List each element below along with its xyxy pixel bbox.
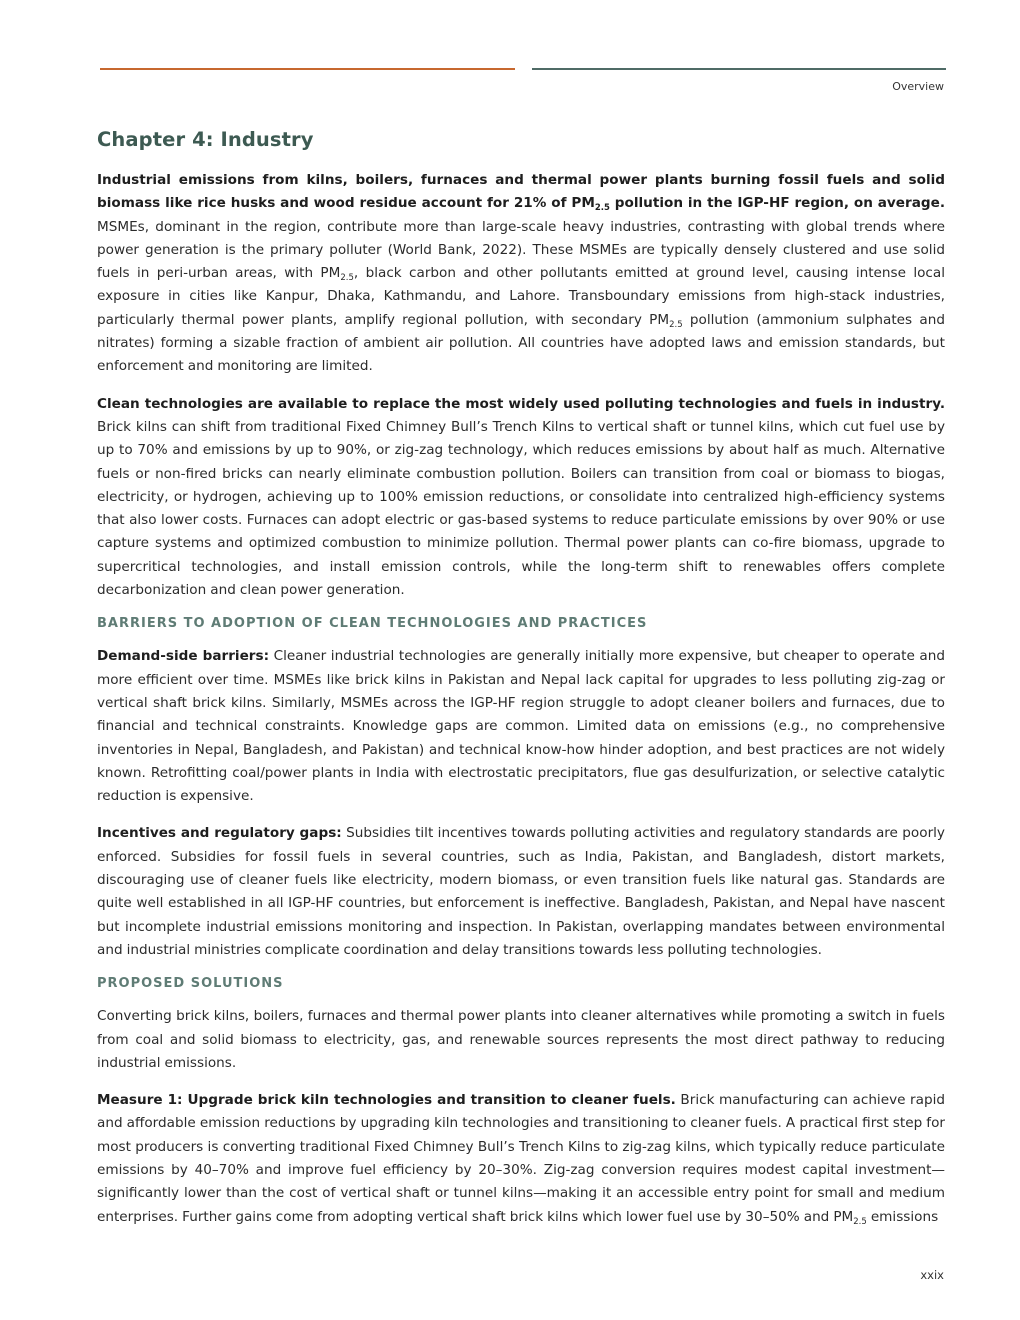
pm-subscript: 2.5 <box>669 319 683 330</box>
paragraph-text-a: MSMEs, dominant in the region, contribute more than large-scale heavy industries, contrasting with global trends where power generation is the primary polluter (World Bank, 2022). These MSMEs are typically densely clustered and use solid fuels in peri-urban areas, with PM <box>97 218 945 282</box>
paragraph-demand-side-barriers <box>97 645 945 808</box>
paragraph-text-b: emissions <box>866 1208 939 1225</box>
page-number: xxix <box>920 1268 944 1282</box>
pm-subscript: 2.5 <box>594 203 610 214</box>
paragraph-clean-technologies <box>97 393 945 603</box>
lead-bold: Incentives and regulatory gaps: <box>97 825 342 842</box>
lead-bold-b: pollution in the IGP-HF region, on average. <box>609 195 945 212</box>
paragraph-text: Cleaner industrial technologies are generally initially more expensive, but cheaper to operate and more efficient over time. MSMEs like brick kilns in Pakistan and Nepal lack capital for upgrades to less polluting zig-zag or vertical shaft brick kilns. Similarly, MSMEs across the IGP-HF region struggle to adopt cleaner boilers and furnaces, due to financial and technical constraints. Knowledge gaps are common. Limited data on emissions (e.g., no comprehensive inventories in Nepal, Bangladesh, and Pakistan) and technical know-how hinder adoption, and best practices are not widely known. Retrofitting coal/power plants in India with electrostatic precipitators, flue gas desulfurization, or selective catalytic reduction is expensive. <box>97 648 945 805</box>
paragraph-solutions-intro <box>97 1005 945 1075</box>
paragraph-text-c: pollution (ammonium sulphates and nitrates) forming a sizable fraction of ambient air pollution. All countries have adopted laws and emission standards, but enforcement and monitoring are limited. <box>97 311 945 375</box>
paragraph-regulatory-gaps <box>97 822 945 962</box>
lead-bold-a: Industrial emissions from kilns, boilers, furnaces and thermal power plants burning fossil fuels and solid biomass like rice husks and wood residue account for 21% of PM <box>97 172 945 212</box>
paragraph-text-b: , black carbon and other pollutants emitted at ground level, causing intense local exposure in cities like Kanpur, Dhaka, Kathmandu, and Lahore. Transboundary emissions from high-stack industries, particularly thermal power plants, amplify regional pollution, with secondary PM <box>97 265 946 328</box>
paragraph-text: Converting brick kilns, boilers, furnaces and thermal power plants into cleaner alternatives while promoting a switch in fuels from coal and solid biomass to electricity, gas, and renewable sources represents the most direct pathway to reducing industrial emissions. <box>97 1008 945 1071</box>
page-body <box>97 128 945 1243</box>
paragraph-text: Subsidies tilt incentives towards polluting activities and regulatory standards are poorly enforced. Subsidies for fossil fuels in several countries, such as India, Pakistan, and Bangladesh, distort markets, discouraging use of cleaner fuels like electricity, modern biomass, or even transition fuels like natural gas. Standards are quite well established in all IGP-HF countries, but enforcement is ineffective. Bangladesh, Pakistan, and Nepal have nascent but incomplete industrial emissions monitoring and inspection. In Pakistan, overlapping mandates between environmental and industrial ministries complicate coordination and delay transitions towards less polluting technologies. <box>97 825 945 958</box>
paragraph-text: Brick kilns can shift from traditional Fixed Chimney Bull’s Trench Kilns to vertical shaft or tunnel kilns, which cut fuel use by up to 70% and emissions by up to 90%, or zig-zag technology, which reduces emissions by about half as much. Alternative fuels or non-fired bricks can nearly eliminate combustion pollution. Boilers can transition from coal or biomass to biogas, electricity, or hydrogen, achieving up to 100% emission reductions, or consolidate into centralized high-efficiency systems that also lower costs. Furnaces can adopt electric or gas-based systems to reduce particulate emissions by over 90% or use capture systems and optimized combustion to minimize pollution. Thermal power plants can co-fire biomass, upgrade to supercritical technologies, and install emission controls, while the long-term shift to renewables offers complete decarbonization and clean power generation. <box>97 418 945 599</box>
pm-subscript: 2.5 <box>340 273 354 284</box>
lead-bold: Demand-side barriers: <box>97 648 270 665</box>
lead-bold: Clean technologies are available to replace the most widely used polluting technologies and fuels in industry. <box>97 395 945 412</box>
lead-bold: Measure 1: Upgrade brick kiln technologies and transition to cleaner fuels. <box>97 1092 676 1109</box>
section-heading-barriers: BARRIERS TO ADOPTION OF CLEAN TECHNOLOGIES AND PRACTICES <box>97 616 648 632</box>
header-rule-teal <box>532 68 946 70</box>
chapter-title: Chapter 4: Industry <box>97 128 314 151</box>
pm-subscript: 2.5 <box>853 1216 867 1227</box>
paragraph-industrial-emissions <box>97 169 945 379</box>
paragraph-measure-1 <box>97 1089 945 1229</box>
header-rule-orange <box>100 68 515 70</box>
section-heading-solutions: PROPOSED SOLUTIONS <box>97 976 284 992</box>
paragraph-text: Brick manufacturing can achieve rapid and affordable emission reductions by upgrading kiln technologies and transitioning to cleaner fuels. A practical first step for most producers is converting traditional Fixed Chimney Bull’s Trench Kilns to zig-zag kilns, which typically reduce particulate emissions by 40–70% and improve fuel efficiency by 20–30%. Zig-zag conversion requires modest capital investment—significantly lower than the cost of vertical shaft or tunnel kilns—making it an accessible entry point for small and medium enterprises. Further gains come from adopting vertical shaft brick kilns which lower fuel use by 30–50% and PM <box>97 1092 945 1225</box>
running-head: Overview <box>892 80 944 93</box>
